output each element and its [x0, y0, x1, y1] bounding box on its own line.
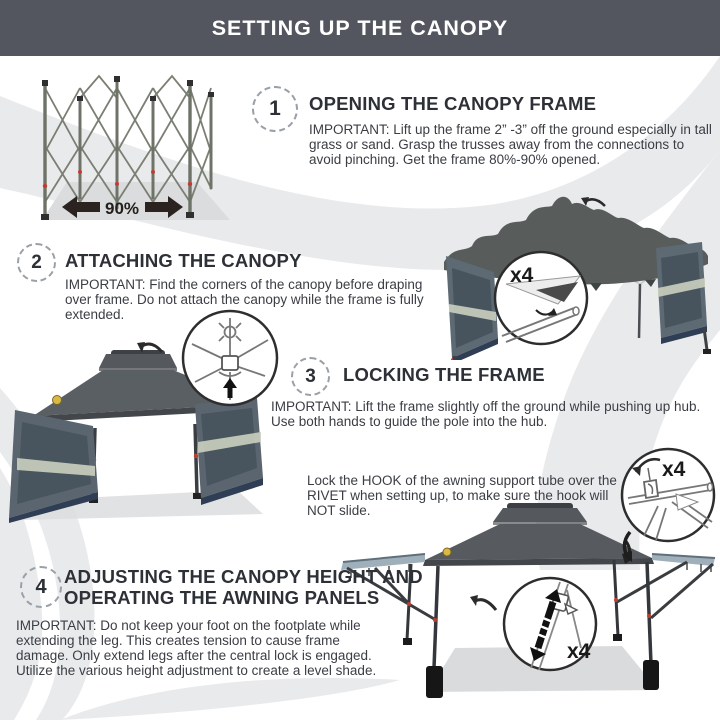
- x4-label-corner: x4: [510, 264, 534, 287]
- leg-detail-inset: [504, 578, 596, 670]
- step-3-body: IMPORTANT: Lift the frame slightly off the ground while pushing up hub. Use both hands to guide the pole into the hub.: [271, 399, 701, 429]
- hook-detail-inset: [618, 444, 720, 566]
- page-header: [0, 0, 720, 56]
- hook-rivet-note: Lock the HOOK of the awning support tube over the RIVET when setting up, to make sure the hook will NOT slide.: [307, 473, 617, 518]
- step-1-body: IMPORTANT: Lift up the frame 2” -3” off the ground especially in tall grass or sand. Grasp the trusses away from the connections to avoid pinching. Get the frame 80%-90% opened.: [309, 122, 712, 167]
- step-4-body: IMPORTANT: Do not keep your foot on the footplate while extending the leg. This creates tension to cause frame damage. Only extend legs after the central lock is engaged. Utilize the various height adjustment to create a level shade.: [16, 618, 377, 678]
- step-4-number: 4: [35, 575, 47, 598]
- right-curtain: [656, 242, 707, 344]
- right-side-panel: [195, 398, 263, 505]
- leg-red-clamps: [92, 454, 198, 462]
- hub-detail-inset: [183, 311, 277, 405]
- brand-logo-badge: [443, 548, 451, 556]
- step-4-number-badge: [20, 566, 62, 608]
- tent-illustration: [5, 308, 305, 523]
- step-2-number: 2: [31, 251, 42, 273]
- step-1-number: 1: [269, 97, 281, 120]
- peak-arrow: [581, 197, 605, 206]
- step-3-title: LOCKING THE FRAME: [343, 364, 545, 385]
- step-3-number: 3: [305, 365, 316, 387]
- step-2-number-badge: [17, 243, 56, 282]
- folded-frame-illustration: [25, 68, 240, 233]
- page-title: SETTING UP THE CANOPY: [211, 15, 509, 40]
- step-3-number-badge: [291, 357, 330, 396]
- x4-label-hook: x4: [662, 458, 686, 481]
- x4-label-leg: x4: [567, 640, 591, 663]
- left-curtain: [446, 256, 498, 360]
- step-2-body: IMPORTANT: Find the corners of the canopy before draping over frame. Do not attach the canopy while the frame is fully extended.: [65, 277, 424, 322]
- brand-logo-badge: [53, 396, 62, 405]
- hook-pointer-arrow: [622, 532, 632, 562]
- height-arrow-left: [470, 595, 496, 610]
- corner-detail-inset: [495, 252, 587, 344]
- step-4-title: ADJUSTING THE CANOPY HEIGHT AND OPERATING THE AWNING PANELS: [64, 566, 423, 608]
- step-1-number-badge: [252, 86, 298, 132]
- step-2-title: ATTACHING THE CANOPY: [65, 250, 302, 271]
- step-1-title: OPENING THE CANOPY FRAME: [309, 93, 597, 114]
- corner-feet: [451, 349, 711, 360]
- open-percent-label: 90%: [104, 199, 140, 218]
- hook-clamp: [644, 480, 658, 498]
- tent-legs: [93, 424, 197, 498]
- draped-canopy-illustration: [440, 188, 720, 360]
